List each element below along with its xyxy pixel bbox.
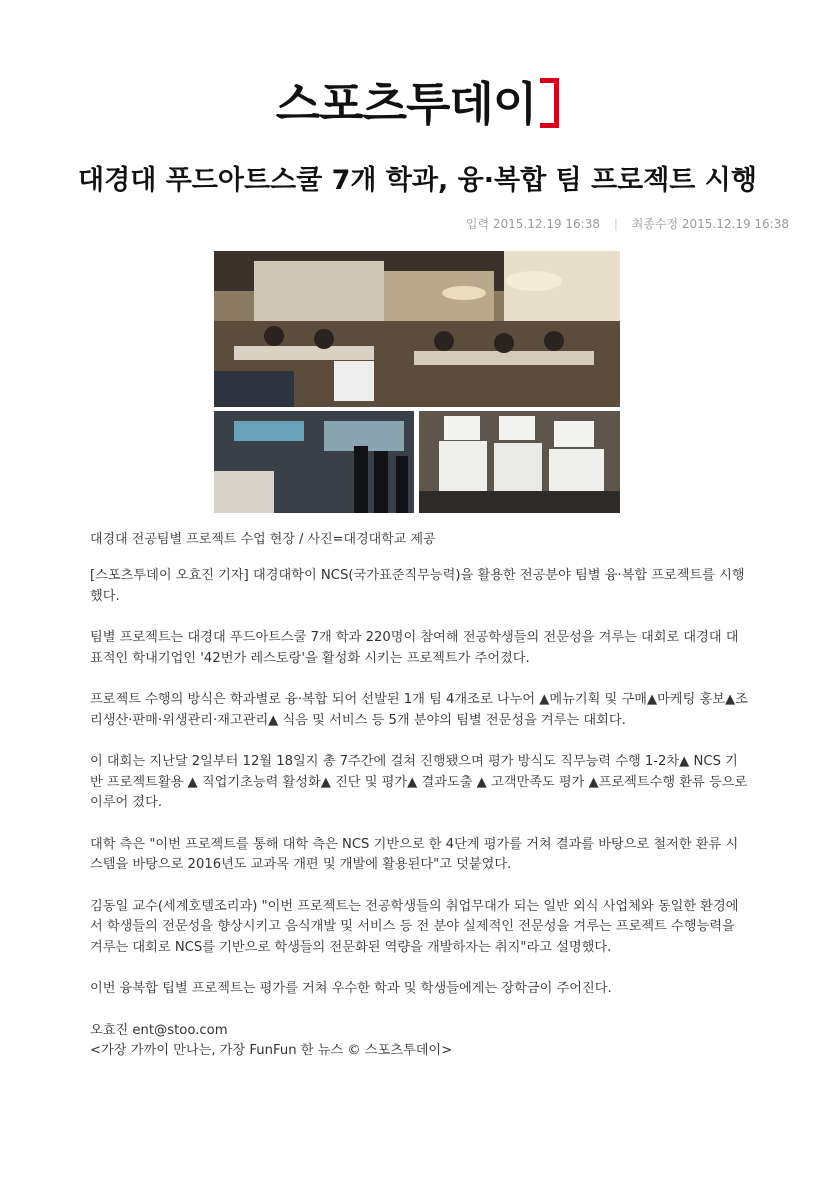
masthead-logo[interactable] [0,72,835,142]
red-bracket-icon [540,78,559,128]
paragraph: 김동일 교수(세계호텔조리과) "이번 프로젝트는 전공학생들의 취업무대가 되는 일반 외식 사업체와 동일한 환경에서 학생들의 전문성을 향상시키고 음식개발 및 서비스 등 전 분야 실제적인 전문성을 겨루는 프로젝트 수행능력을 겨루는 대회로 NCS를 기반으로 학생들의 전문화된 역량을 개발하자는 취지"라고 설명했다. [90,898,739,955]
copyright-notice: <가장 가까이 만나는, 가장 FunFun 한 뉴스 © 스포츠투데이> [90,1043,453,1058]
modified-label: 최종수정 [631,217,679,231]
paragraph: 팀별 프로젝트는 대경대 푸드아트스쿨 7개 학과 220명이 참여해 전공학생들의 전문성을 겨루는 대회로 대경대 대표적인 학내기업인 '42번가 레스토랑'을 활성화 시키는 프로젝트가 주어졌다. [90,630,739,666]
paragraph: 대학 측은 "이번 프로젝트를 통해 대학 측은 NCS 기반으로 한 4단계 평가를 거쳐 결과를 바탕으로 철저한 환류 시스템을 바탕으로 2016년도 교과목 개편 및 개발에 활용된다"고 덧붙였다. [90,836,739,872]
paragraph: [스포츠투데이 오효진 기자] 대경대학이 NCS(국가표준직무능력)을 활용한 전공분야 팀별 융·복합 프로젝트를 시행했다. [90,568,745,604]
byline: 오효진 ent@stoo.com [90,1022,228,1038]
paragraph: 이번 융복합 팁별 프로젝트는 평가를 거쳐 우수한 학과 및 학생들에게는 장학금이 주어진다. [90,981,612,996]
article-photo [214,251,620,513]
article-dateline [466,215,789,232]
article-photo-collage [214,251,620,513]
article-body [90,566,750,1062]
input-date: 2015.12.19 16:38 [492,217,600,231]
input-label: 입력 [465,217,490,231]
article-headline: 대경대 푸드아트스쿨 7개 학과, 융·복합 팀 프로젝트 시행 [78,165,757,196]
modified-date: 2015.12.19 16:38 [681,217,789,231]
dateline-divider: | [613,217,618,231]
paragraph: 프로젝트 수행의 방식은 학과별로 융·복합 되어 선발된 1개 팀 4개조로 나누어 ▲메뉴기획 및 구매▲마케팅 홍보▲조리생산·판매·위생관리·재고관리▲ 식음 및 서비스 등 5개 분야의 팀별 전문성을 겨루는 대회다. [90,692,748,728]
photo-caption: 대경대 전공팀별 프로젝트 수업 현장 / 사진=대경대학교 제공 [90,532,436,547]
paragraph: 이 대회는 지난달 2일부터 12월 18일지 총 7주간에 걸쳐 진행됐으며 평가 방식도 직무능력 수행 1-2차▲ NCS 기반 프로젝트활용 ▲ 직업기초능력 활성화▲ 진단 및 평가▲ 결과도출 ▲ 고객만족도 평가 ▲프로젝트수행 환류 등으로 이루어 졌다. [90,754,748,810]
masthead-name: 스포츠투데이 [275,77,537,131]
